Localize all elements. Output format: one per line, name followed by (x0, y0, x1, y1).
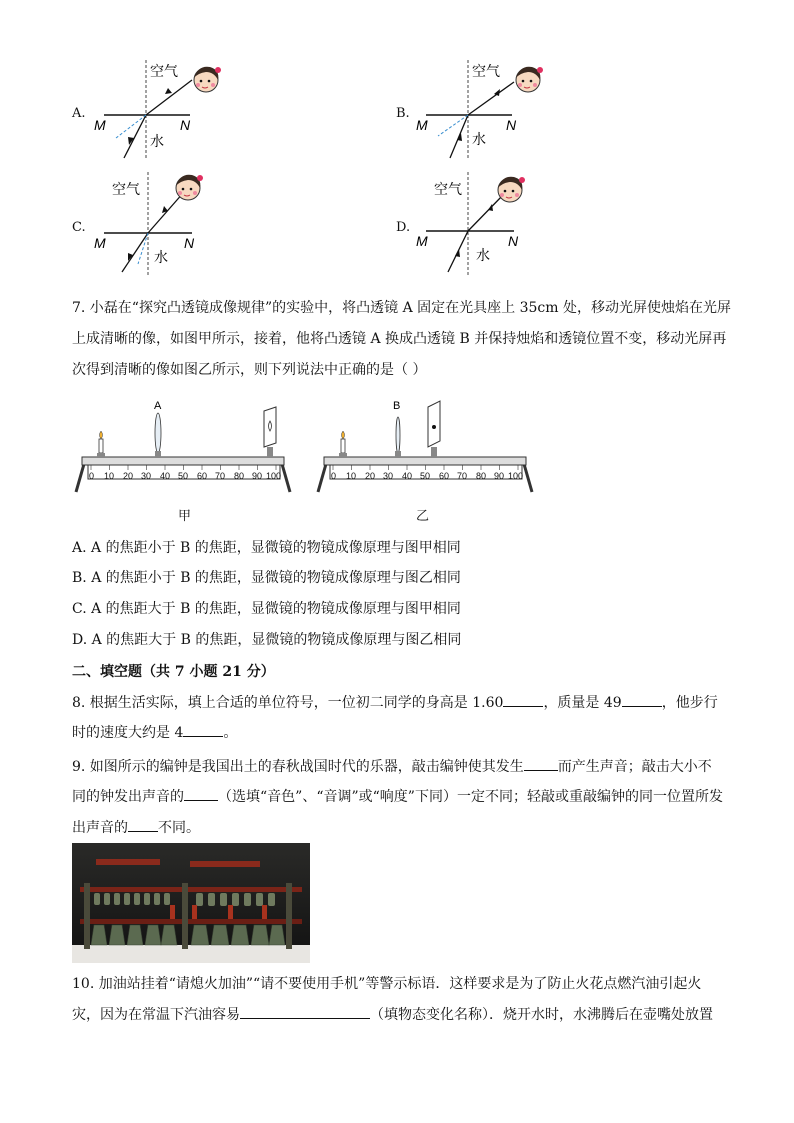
q9-blank-vibration[interactable] (524, 756, 558, 771)
tick-label: 40 (402, 471, 413, 481)
q7-option-c: C. A 的焦距大于 B 的焦距，显微镜的物镜成像原理与图甲相同 (72, 601, 461, 617)
q8-text: ，他步行 (661, 695, 718, 711)
lens-icon (393, 400, 401, 457)
q9-line2 (72, 786, 723, 806)
tick-label: 70 (457, 471, 468, 481)
q9-text: （选填“音色”、“音调”或“响度”下同）一定不同；轻敲或重敲编钟的同一位置所发 (218, 789, 723, 805)
air-label: 空气 (434, 181, 462, 197)
tick-label: 50 (178, 471, 189, 481)
q7-option-a: A. A 的焦距小于 B 的焦距，显微镜的物镜成像原理与图甲相同 (72, 540, 461, 556)
q8-line1 (72, 692, 718, 712)
tick-label: 100 (508, 471, 524, 481)
q8-line2 (72, 722, 237, 742)
lens-icon (154, 400, 162, 457)
n-label: N (508, 233, 519, 249)
q8-text: 。 (223, 725, 238, 741)
q6-options (0, 0, 794, 280)
lens-label: B (393, 400, 401, 412)
girl-face-icon (498, 177, 525, 202)
girl-face-icon (516, 67, 543, 92)
q6-option-b-diagram (412, 60, 552, 160)
girl-face-icon (176, 175, 203, 200)
n-label: N (184, 235, 195, 251)
water-label: 水 (150, 133, 164, 149)
q10-blank-state-change[interactable] (240, 1004, 370, 1019)
m-label: M (416, 233, 428, 249)
tick-label: 10 (346, 471, 357, 481)
q6-option-a-diagram (88, 60, 228, 160)
q10-text: （填物态变化名称）．烧开水时，水沸腾后在壶嘴处放置 (370, 1007, 713, 1023)
tick-label: 80 (476, 471, 487, 481)
q7-stem-line3: 次得到清晰的像如图乙所示，则下列说法中正确的是（ ） (72, 362, 427, 378)
tick-label: 30 (141, 471, 152, 481)
tick-label: 100 (266, 471, 282, 481)
q9-line1 (72, 756, 712, 776)
m-label: M (94, 117, 106, 133)
q7-option-b: B. A 的焦距小于 B 的焦距，显微镜的物镜成像原理与图乙相同 (72, 570, 461, 586)
air-label: 空气 (112, 181, 140, 197)
q9-blank-loudness[interactable] (128, 817, 158, 832)
q6-option-c-diagram (88, 172, 228, 276)
q7-option-d: D. A 的焦距大于 B 的焦距，显微镜的物镜成像原理与图乙相同 (72, 632, 462, 648)
q7-caption-yi: 乙 (416, 509, 430, 524)
q6-option-d-diagram (412, 172, 552, 276)
q7-stem-line2: 上成清晰的像，如图甲所示，接着，他将凸透镜 A 换成凸透镜 B 并保持烛焰和透镜位置不变，移动光屏再 (72, 331, 727, 347)
tick-label: 0 (89, 471, 95, 481)
tick-label: 0 (331, 471, 337, 481)
tick-label: 90 (494, 471, 505, 481)
candle-icon (339, 431, 347, 457)
n-label: N (180, 117, 191, 133)
air-label: 空气 (150, 63, 178, 79)
q6-option-a-label: A. (72, 106, 86, 121)
tick-label: 20 (123, 471, 134, 481)
q9-text: 出声音的 (72, 820, 128, 836)
q9-blank-sound-property[interactable] (184, 786, 218, 801)
tick-label: 30 (383, 471, 394, 481)
q9-text: 不同。 (158, 820, 200, 836)
q6-option-c-label: C. (72, 220, 86, 235)
water-label: 水 (472, 131, 486, 147)
section-title: 二、填空题（共 7 小题 21 分） (72, 664, 275, 680)
n-label: N (506, 117, 517, 133)
candle-icon (97, 431, 105, 457)
q6-option-d-label: D. (396, 220, 411, 235)
water-label: 水 (476, 247, 490, 263)
screen-icon (428, 401, 440, 457)
q7-figure-yi (312, 395, 538, 495)
tick-label: 80 (234, 471, 245, 481)
tick-label: 50 (420, 471, 431, 481)
q8-text: 时的速度大约是 4 (72, 725, 184, 741)
m-label: M (416, 117, 428, 133)
lens-label: A (154, 400, 162, 412)
tick-label: 20 (365, 471, 376, 481)
q8-text: ，质量是 49 (543, 695, 622, 711)
q9-text: 而产生声音；敲击大小不 (557, 759, 712, 775)
q9-line3 (72, 817, 200, 837)
q9-text: 同的钟发出声音的 (72, 789, 184, 805)
water-label: 水 (154, 249, 168, 265)
tick-label: 60 (197, 471, 208, 481)
girl-face-icon (194, 67, 221, 92)
bianzhong-photo (72, 843, 310, 963)
q7-caption-jia: 甲 (178, 509, 192, 524)
tick-label: 60 (439, 471, 450, 481)
tick-label: 90 (252, 471, 263, 481)
q8-blank-speed-unit[interactable] (183, 722, 223, 737)
q6-option-b-label: B. (396, 106, 410, 121)
tick-label: 10 (104, 471, 115, 481)
q8-blank-height-unit[interactable] (503, 692, 543, 707)
q8-text: 8. 根据生活实际，填上合适的单位符号，一位初二同学的身高是 1.60 (72, 695, 504, 711)
m-label: M (94, 235, 106, 251)
air-label: 空气 (472, 63, 500, 79)
q10-line2 (72, 1004, 713, 1024)
q9-text: 9. 如图所示的编钟是我国出土的春秋战国时代的乐器，敲击编钟使其发生 (72, 759, 524, 775)
q8-blank-mass-unit[interactable] (622, 692, 662, 707)
screen-icon (264, 407, 276, 457)
q10-text: 灾，因为在常温下汽油容易 (72, 1007, 240, 1023)
q10-line1: 10. 加油站挂着“请熄火加油”“请不要使用手机”等警示标语．这样要求是为了防止火花点燃汽油引起火 (72, 976, 702, 992)
q7-stem-line1: 7. 小磊在“探究凸透镜成像规律”的实验中，将凸透镜 A 固定在光具座上 35cm 处，移动光屏使烛焰在光屏 (72, 300, 731, 316)
q7-figure-jia (70, 395, 296, 495)
tick-label: 40 (160, 471, 171, 481)
tick-label: 70 (215, 471, 226, 481)
